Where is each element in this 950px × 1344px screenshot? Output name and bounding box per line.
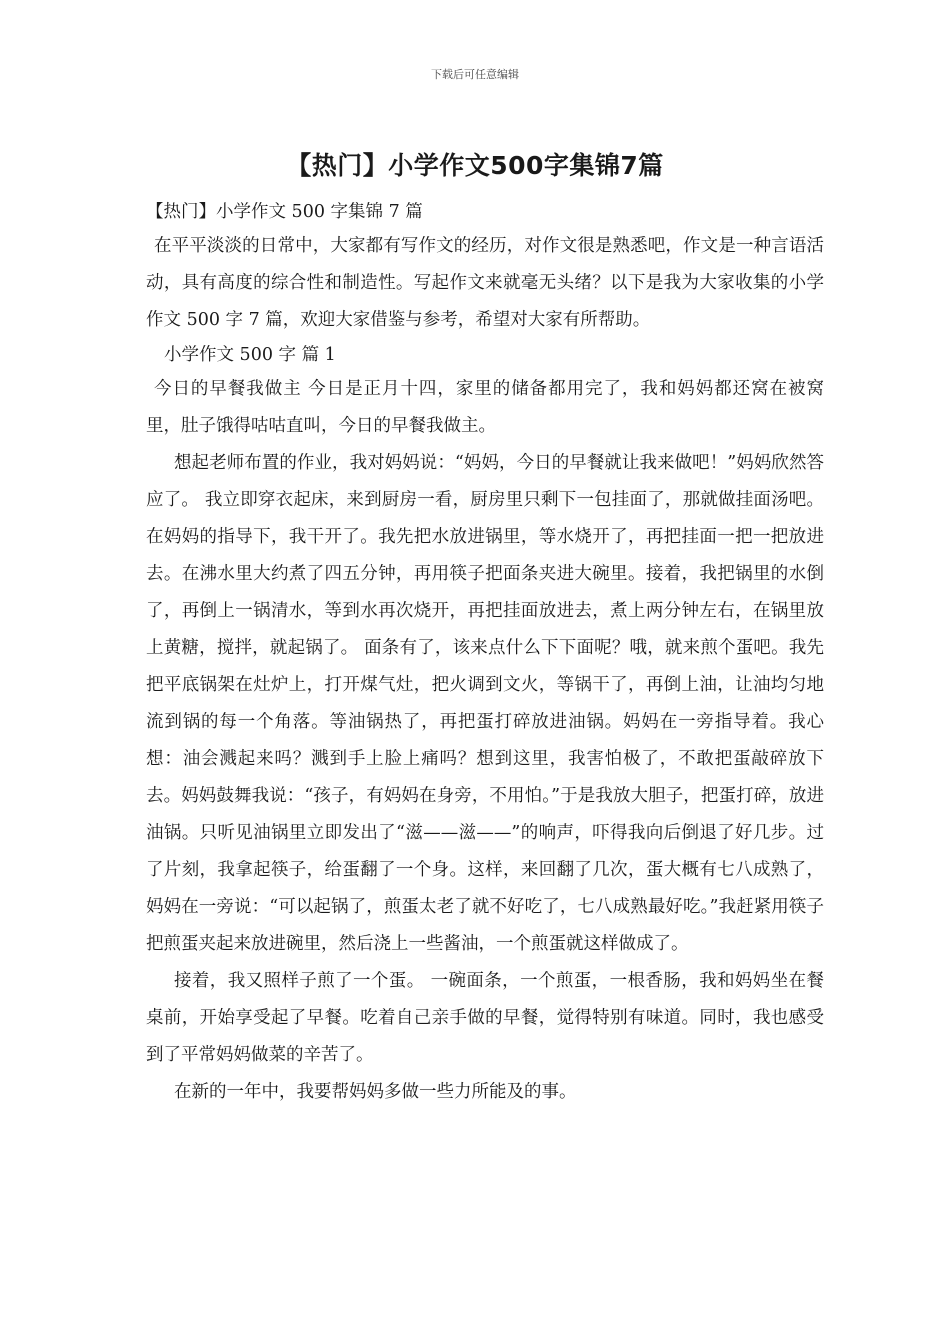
body-paragraph-2: 想起老师布置的作业，我对妈妈说：“妈妈，今日的早餐就让我来做吧！”妈妈欣然答应了。 我立即穿衣起床，来到厨房一看，厨房里只剩下一包挂面了，那就做挂面汤吧。在妈妈的指导下，我干开了。我先把水放进锅里，等水烧开了，再把挂面一把一把放进去。在沸水里大约煮了四五分钟，再用筷子把面条夹进大碗里。接着，我把锅里的水倒了，再倒上一锅清水，等到水再次烧开，再把挂面放进去，煮上两分钟左右，在锅里放上黄糖，搅拌，就起锅了。 面条有了，该来点什么下下面呢？哦，就来煎个蛋吧。我先把平底锅架在灶炉上，打开煤气灶，把火调到文火，等锅干了，再倒上油，让油均匀地流到锅的每一个角落。等油锅热了，再把蛋打碎放进油锅。妈妈在一旁指导着。我心想：油会溅起来吗？溅到手上脸上痛吗？想到这里，我害怕极了，不敢把蛋敲碎放下去。妈妈鼓舞我说：“孩子，有妈妈在身旁，不用怕。”于是我放大胆子，把蛋打碎，放进油锅。只听见油锅里立即发出了“滋——滋——”的响声，吓得我向后倒退了好几步。过了片刻，我拿起筷子，给蛋翻了一个身。这样，来回翻了几次，蛋大概有七八成熟了，妈妈在一旁说：“可以起锅了，煎蛋太老了就不好吃了，七八成熟最好吃。”我赶紧用筷子把煎蛋夹起来放进碗里，然后浇上一些酱油，一个煎蛋就这样做成了。 (146, 453, 824, 954)
document-body (146, 196, 824, 1111)
body-paragraph-3: 接着，我又照样子煎了一个蛋。 一碗面条，一个煎蛋，一根香肠，我和妈妈坐在餐桌前，开始享受起了早餐。吃着自己亲手做的早餐，觉得特别有味道。同时，我也感受到了平常妈妈做菜的辛苦了。 (146, 971, 824, 1065)
section-heading: 小学作文 500 字 篇 1 (164, 345, 336, 365)
document-subtitle: 【热门】小学作文 500 字集锦 7 篇 (146, 202, 423, 222)
header-note: 下载后可任意编辑 (431, 68, 519, 81)
intro-paragraph: 在平平淡淡的日常中，大家都有写作文的经历，对作文很是熟悉吧，作文是一种言语活动，具有高度的综合性和制造性。写起作文来就毫无头绪？以下是我为大家收集的小学作文 500 字 7 篇，欢迎大家借鉴与参考，希望对大家有所帮助。 (146, 236, 824, 330)
body-paragraph-4: 在新的一年中，我要帮妈妈多做一些力所能及的事。 (174, 1082, 577, 1102)
document-title: 【热门】小学作文500字集锦7篇 (286, 151, 664, 180)
body-paragraph-1: 今日的早餐我做主 今日是正月十四，家里的储备都用完了，我和妈妈都还窝在被窝里，肚子饿得咕咕直叫，今日的早餐我做主。 (146, 379, 824, 436)
